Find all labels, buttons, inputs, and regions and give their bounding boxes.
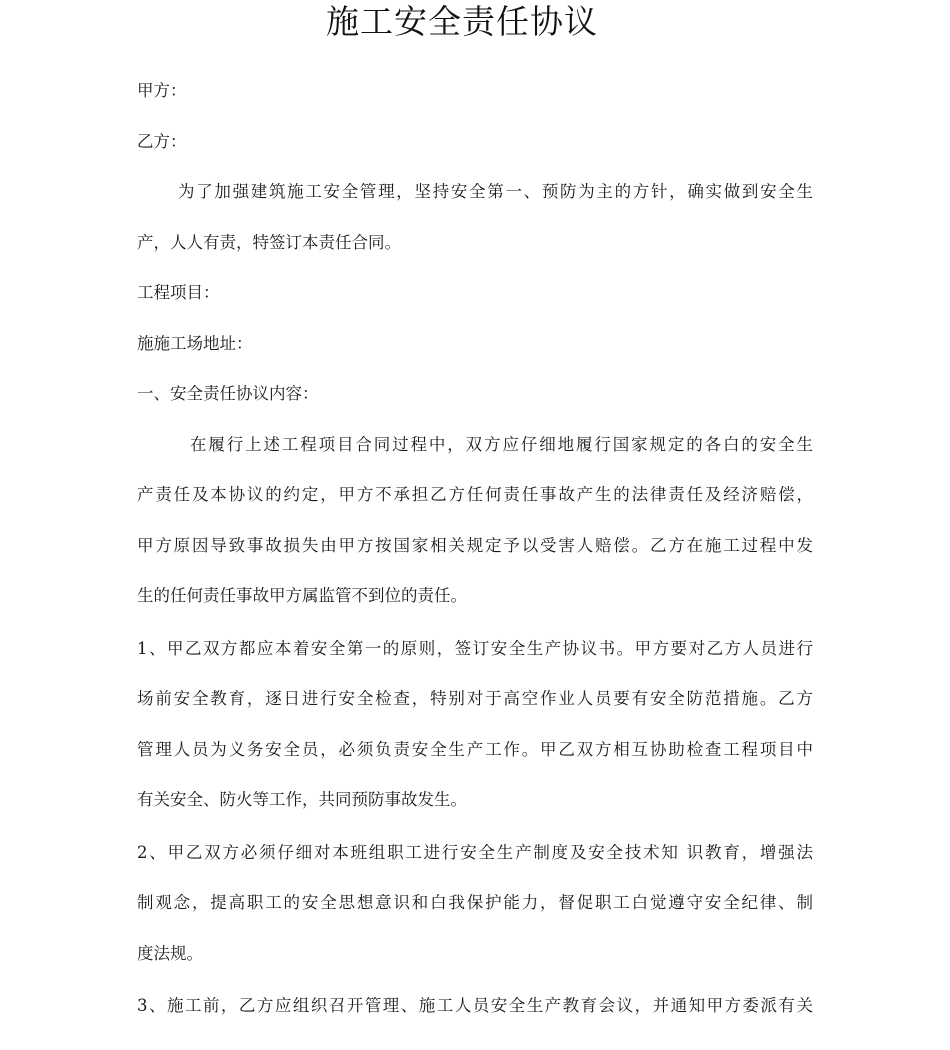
section1-line-4: 生的任何责任事故甲方属监管不到位的责任。 (137, 586, 467, 605)
item1-line-4: 有关安全、防火等工作，共同预防事故发生。 (137, 790, 467, 809)
site-label: 施施工场地址： (137, 333, 253, 353)
intro-line-1: 为了加强建筑施工安全管理，坚持安全第一、预防为主的方针，确实做到安全生 (178, 182, 813, 201)
item3-line-1: 3、施工前，乙方应组织召开管理、施工人员安全生产教育会议，并通知甲方委派有关 (137, 996, 813, 1015)
section1-line-3: 甲方原因导致事故损失由甲方按国家相关规定予以受害人赔偿。乙方在施工过程中发 (137, 535, 813, 555)
document-title: 施工安全责任协议 (326, 2, 598, 41)
intro-line-2: 产，人人有责，特签订本责任合同。 (137, 232, 401, 252)
item2-line-2: 制观念，提高职工的安全思想意识和白我保护能力，督促职工白觉遵守安全纪律、制 (137, 893, 813, 912)
document-body (137, 66, 813, 1032)
section1-line-2: 产责任及本协议的约定，甲方不承担乙方任何责任事故产生的法律责任及经济赔偿， (137, 485, 813, 504)
item1-line-3: 管理人员为义务安全员，必须负责安全生产工作。甲乙双方相互协助检查工程项目中 (137, 739, 813, 759)
item2-line-3: 度法规。 (137, 943, 203, 963)
item1-line-1: 1、甲乙双方都应本着安全第一的原则，签订安全生产协议书。甲方要对乙方人员进行 (137, 638, 813, 658)
project-label: 工程项目： (137, 283, 220, 302)
item2-line-1: 2、甲乙双方必须仔细对本班组职工进行安全生产制度及安全技术知 识教育，增强法 (137, 842, 813, 862)
item1-line-2: 场前安全教育，逐日进行安全检查，特别对于高空作业人员要有安全防范措施。乙方 (137, 689, 813, 708)
party-b-label: 乙方： (137, 131, 187, 151)
section1-heading: 一、安全责任协议内容： (137, 384, 319, 403)
section1-line-1: 在履行上述工程项目合同过程中，双方应仔细地履行国家规定的各白的安全生 (190, 434, 813, 454)
party-a-label: 甲方： (137, 81, 187, 100)
